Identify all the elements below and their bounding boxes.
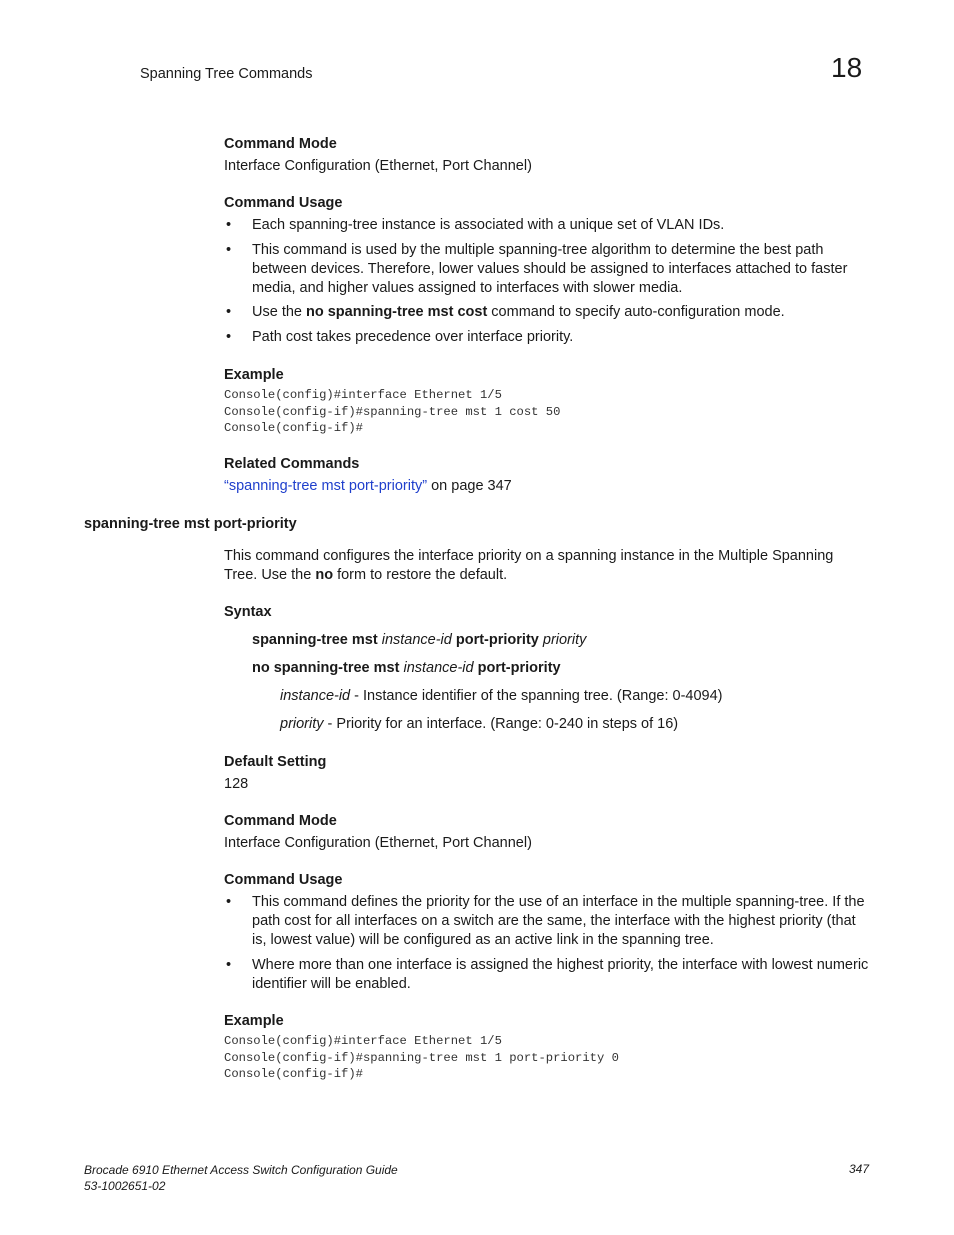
syntax-line-no: no spanning-tree mst instance-id port-priority <box>252 660 561 676</box>
example-heading: Example <box>224 1013 284 1029</box>
code-line: Console(config)#interface Ethernet 1/5 <box>224 388 502 402</box>
command-mode-text: Interface Configuration (Ethernet, Port Channel) <box>224 835 532 851</box>
section-description: This command configures the interface priority on a spanning instance in the Multiple Spanning Tree. Use the no form to restore the default. <box>224 548 834 583</box>
command-mode-text: Interface Configuration (Ethernet, Port Channel) <box>224 158 532 174</box>
code-line: Console(config-if)#spanning-tree mst 1 cost 50 <box>224 404 561 419</box>
code-line: Console(config-if)# <box>224 421 363 435</box>
code-line: Console(config-if)#spanning-tree mst 1 port-priority 0 <box>224 1050 619 1065</box>
syntax-line: spanning-tree mst instance-id port-priority priority <box>252 632 587 648</box>
command-name: no spanning-tree mst cost <box>306 304 488 320</box>
bullet-icon: • <box>226 217 232 233</box>
bullet-text: Use the no spanning-tree mst cost command to specify auto-configuration mode. <box>252 304 785 320</box>
command-usage-heading: Command Usage <box>224 872 343 888</box>
bullet-icon: • <box>226 957 232 973</box>
bullet-text: This command is used by the multiple spanning-tree algorithm to determine the best path between devices. Therefore, lower values should be assigned to interfaces attached to faster media, and higher values assigned to interfaces with slower media. <box>252 242 848 296</box>
related-commands-heading: Related Commands <box>224 456 360 472</box>
section-title: spanning-tree mst port-priority <box>84 516 297 532</box>
code-example <box>224 1033 619 1083</box>
bullet-icon: • <box>226 894 232 910</box>
command-usage-heading: Command Usage <box>224 195 343 211</box>
command-mode-heading: Command Mode <box>224 813 337 829</box>
command-mode-heading: Command Mode <box>224 136 337 152</box>
default-setting-heading: Default Setting <box>224 754 327 770</box>
footer-doc-info <box>84 1162 398 1194</box>
bullet-text: Each spanning-tree instance is associated with a unique set of VLAN IDs. <box>252 217 725 233</box>
running-head: Spanning Tree Commands <box>140 66 313 82</box>
footer-title: Brocade 6910 Ethernet Access Switch Configuration Guide <box>84 1163 398 1177</box>
code-line: Console(config-if)# <box>224 1067 363 1081</box>
code-example <box>224 387 560 437</box>
syntax-heading: Syntax <box>224 604 272 620</box>
related-command-link[interactable]: “spanning-tree mst port-priority” <box>224 478 428 494</box>
example-heading: Example <box>224 367 284 383</box>
bullet-text: Path cost takes precedence over interface priority. <box>252 329 574 345</box>
bullet-icon: • <box>226 242 232 258</box>
bullet-icon: • <box>226 304 232 320</box>
page-number: 347 <box>849 1162 870 1176</box>
footer-doc-number: 53-1002651-02 <box>84 1179 166 1193</box>
parameter-description: instance-id - Instance identifier of the spanning tree. (Range: 0-4094) <box>280 688 723 704</box>
chapter-number: 18 <box>831 52 863 83</box>
bullet-text: Where more than one interface is assigned the highest priority, the interface with lowest numeric identifier will be enabled. <box>252 957 869 992</box>
code-line: Console(config)#interface Ethernet 1/5 <box>224 1034 502 1048</box>
related-commands-text: “spanning-tree mst port-priority” on page 347 <box>224 478 512 494</box>
bullet-text: This command defines the priority for the use of an interface in the multiple spanning-tree. If the path cost for all interfaces on a switch are the same, the interface with the highest priority (that is, lowest value) will be configured as an active link in the spanning tree. <box>252 894 865 948</box>
default-setting-value: 128 <box>224 776 249 792</box>
bullet-icon: • <box>226 329 232 345</box>
parameter-description: priority - Priority for an interface. (Range: 0-240 in steps of 16) <box>280 716 679 732</box>
